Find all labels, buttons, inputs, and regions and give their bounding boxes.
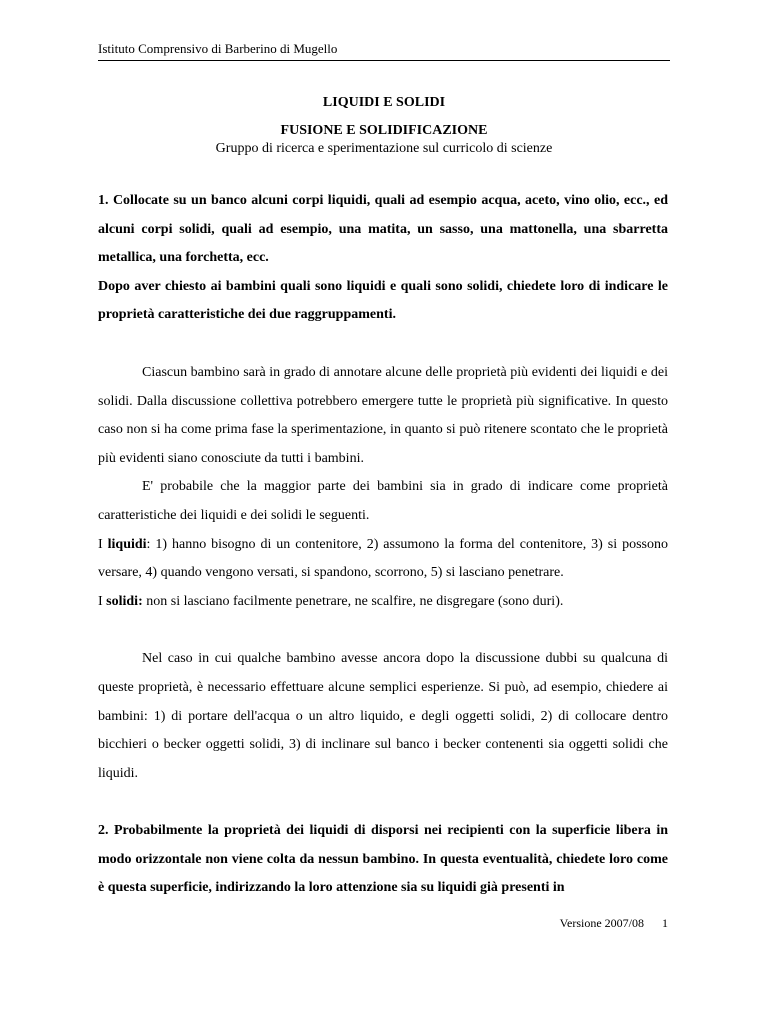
paragraph-1: 1. Collocate su un banco alcuni corpi liquidi, quali ad esempio acqua, aceto, vino olio, ecc., ed alcuni corpi solidi, quali ad esempio, una matita, un sasso, una mattonella, una sbarretta metallica, una forchetta, ecc. (98, 193, 668, 266)
subtitle: FUSIONE E SOLIDIFICAZIONE (280, 123, 488, 138)
liquids-text: : 1) hanno bisogno di un contenitore, 2) assumono la forma del contenitore, 3) si possono versare, 4) quando vengono versati, si spandono, scorrono, 5) si lasciano penetrare. (98, 536, 668, 581)
paragraph-4: E' probabile che la maggior parte dei bambini sia in grado di indicare come proprietà caratteristiche dei liquidi e dei solidi le seguenti. (98, 479, 668, 523)
page-number: 1 (662, 916, 668, 930)
version-label: Versione 2007/08 (559, 916, 644, 930)
page-header: Istituto Comprensivo di Barberino di Mugello (98, 40, 670, 61)
paragraph-3: Ciascun bambino sarà in grado di annotare alcune delle proprietà più evidenti dei liquidi e dei solidi. Dalla discussione collettiva potrebbero emergere tutte le proprietà più significative. In questo caso non si ha come prima fase la sperimentazione, in quanto si può ritenere scontato che le proprietà più evidenti siano conosciute da tutti i bambini. (98, 364, 668, 466)
paragraph-8: 2. Probabilmente la proprietà dei liquidi di disporsi nei recipienti con la superficie libera in modo orizzontale non viene colta da nessun bambino. In questa eventualità, chiedete loro come è questa superficie, indirizzando la loro attenzione sia su liquidi già presenti in (98, 823, 668, 896)
solids-text: non si lasciano facilmente penetrare, ne scalfire, ne disgregare (sono duri). (142, 593, 564, 609)
liquids-term: liquidi (107, 536, 147, 552)
paragraph-7: Nel caso in cui qualche bambino avesse ancora dopo la discussione dubbi su qualcuna di queste proprietà, è necessario effettuare alcune semplici esperienze. Si può, ad esempio, chiedere ai bambini: 1) di portare dell'acqua o un altro liquido, e degli oggetti solidi, 2) di collocare dentro bicchieri o becker oggetti solidi, 3) di inclinare sul banco i becker contenenti sia oggetti solidi che liquidi. (98, 651, 668, 781)
document-body (98, 187, 668, 903)
paragraph-liquids (98, 531, 668, 588)
solids-prefix: I (98, 593, 107, 609)
main-title: LIQUIDI E SOLIDI (322, 95, 446, 110)
solids-term: solidi: (106, 593, 143, 609)
paragraph-2: Dopo aver chiesto ai bambini quali sono liquidi e quali sono solidi, chiedete loro di indicare le proprietà caratteristiche dei due raggruppamenti. (98, 278, 668, 323)
paragraph-solids (98, 588, 668, 617)
group-line: Gruppo di ricerca e sperimentazione sul curricolo di scienze (215, 141, 553, 156)
liquids-prefix: I (98, 536, 108, 552)
title-block (98, 94, 670, 158)
page-footer (98, 916, 668, 931)
